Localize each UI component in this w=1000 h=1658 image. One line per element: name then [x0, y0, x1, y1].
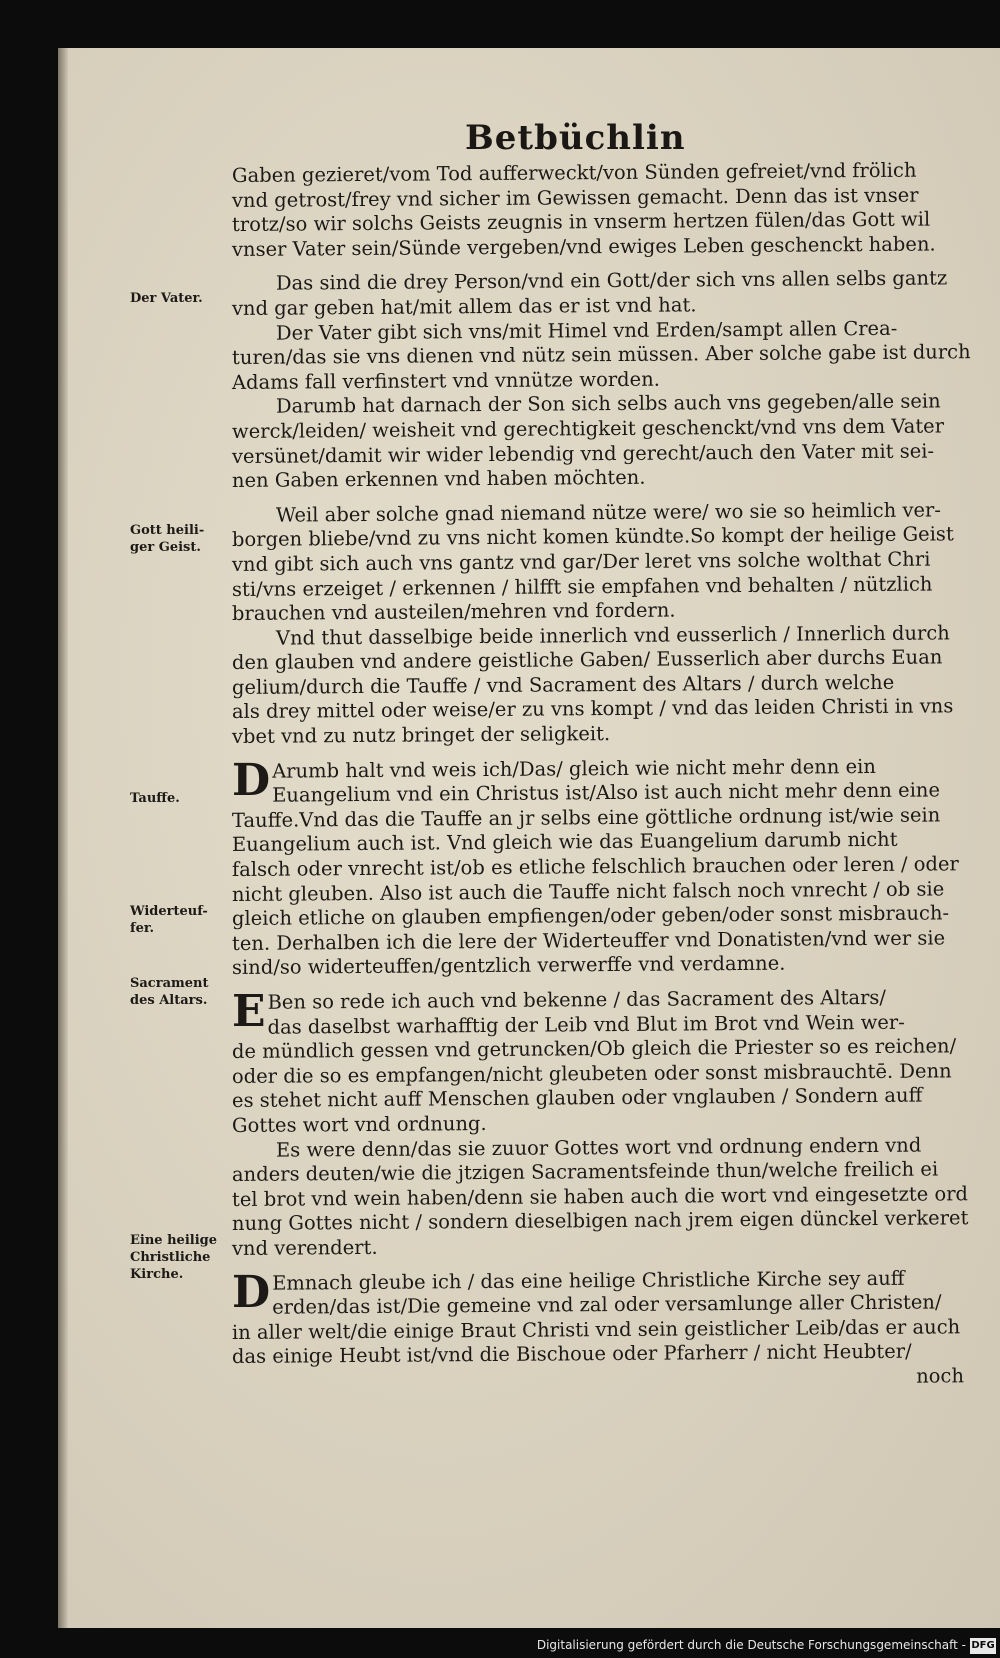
text-line: Das sind die drey Person/vnd ein Gott/der sich vns allen selbs gantz: [275, 266, 948, 296]
funding-credit: Digitalisierung gefördert durch die Deutsche Forschungsgemeinschaft -: [536, 1638, 966, 1652]
text-line: vnser Vater sein/Sünde vergeben/vnd ewiges Leben geschenckt haben.: [231, 232, 936, 261]
text-line: tel brot vnd wein haben/denn sie haben auch die wort vnd eingesetzte ord: [231, 1181, 969, 1211]
text-line: sind/so widerteuffen/gentzlich verwerffe vnd verdamne.: [231, 952, 786, 980]
margin-note-sacrament-2: des Altars.: [130, 993, 208, 1008]
margin-note-tauffe: Tauffe.: [130, 791, 180, 806]
text-line: Darumb hat darnach der Son sich selbs auch vns gegeben/alle sein: [275, 389, 941, 418]
dfg-logo: DFG: [970, 1638, 996, 1654]
margin-note-wider-2: fer.: [130, 921, 155, 936]
text-line: sti/vns erzeiget / erkennen / hilfft sie empfahen vnd behalten / nützlich: [231, 571, 933, 601]
text-line: Adams fall verfinstert vnd vnnütze worden.: [231, 367, 660, 394]
text-line: den glauben vnd andere geistliche Gaben/ Eusserlich aber durchs Euan: [231, 645, 943, 675]
drop-initial: D: [232, 754, 271, 806]
text-line: nen Gaben erkennen vnd haben möchten.: [231, 465, 646, 493]
text-lines-top: [231, 158, 972, 750]
text-line: erden/das ist/Die gemeine vnd zal oder versamlunge aller Christen/: [272, 1290, 942, 1319]
paragraph-eben: [231, 985, 972, 1262]
drop-initial: D: [232, 1266, 271, 1318]
text-line: in aller welt/die einige Braut Christi vnd sein geistlicher Leib/das er auch: [231, 1314, 961, 1344]
margin-note-sacrament-1: Sacrament: [130, 976, 209, 991]
text-line: oder die so es empfangen/nicht gleubeten oder sonst misbrauchtē. Denn: [231, 1059, 952, 1088]
text-line: Gottes wort vnd ordnung.: [231, 1111, 487, 1137]
catchword: noch: [916, 1364, 965, 1388]
margin-note-geist-1: Gott heili-: [130, 523, 205, 538]
paragraph-demnach-lines: [231, 1266, 972, 1370]
margin-note-kirche-3: Kirche.: [130, 1267, 184, 1282]
margin-note-kirche-2: Christliche: [130, 1250, 211, 1265]
text-line: vnd getrost/frey vnd sicher im Gewissen gemacht. Denn das ist vnser: [231, 183, 919, 212]
text-line: turen/das sie vns dienen vnd nütz sein müssen. Aber solche gabe ist durch: [231, 340, 971, 370]
main-text-block: [231, 158, 972, 1395]
text-line: vnd verendert.: [231, 1235, 378, 1260]
text-line: de mündlich gessen vnd getruncken/Ob gleich die Priester so es reichen/: [231, 1034, 957, 1064]
text-line: Gaben gezieret/vom Tod aufferweckt/von Sünden gefreiet/vnd frölich: [231, 158, 917, 187]
page-gutter-shadow: [58, 48, 68, 1628]
text-line: falsch oder vnrecht ist/ob es etliche felschlich brauchen oder leren / oder: [231, 852, 959, 882]
text-line: Der Vater gibt sich vns/mit Himel vnd Erden/sampt allen Crea-: [275, 316, 898, 345]
margin-note-geist-2: ger Geist.: [130, 540, 201, 555]
paragraph-darumb-lines: [231, 754, 972, 981]
text-line: Vnd thut dasselbige beide innerlich vnd eusserlich / Innerlich durch: [275, 621, 950, 650]
text-line: vnd gar geben hat/mit allem das er ist vnd hat.: [231, 293, 697, 320]
margin-note-kirche-1: Eine heilige: [130, 1233, 217, 1248]
paragraph-darumb: [231, 754, 972, 981]
text-line: trotz/so wir solchs Geists zeugnis in vnserm hertzen fülen/das Gott wil: [231, 207, 931, 237]
text-line: nung Gottes nicht / sondern dieselbigen nach jrem eigen dünckel verkeret: [231, 1206, 969, 1236]
margin-note-wider-1: Widerteuf-: [130, 904, 208, 919]
text-line: gleich etliche on glauben empfiengen/oder geben/oder sonst misbrauch-: [231, 901, 950, 931]
paragraph-eben-continuation: [231, 1133, 972, 1262]
text-line: das daselbst warhafftig der Leib vnd Blut im Brot vnd Wein wer-: [267, 1010, 905, 1039]
text-line: Euangelium auch ist. Vnd gleich wie das Euangelium darumb nicht: [231, 828, 898, 857]
text-line: versünet/damit wir wider lebendig vnd gerecht/auch den Vater mit sei-: [231, 439, 935, 468]
text-line: als drey mittel oder weise/er zu vns kompt / vnd das leiden Christi in vns: [231, 694, 954, 724]
margin-note-vater: Der Vater.: [130, 291, 203, 306]
text-line: Euangelium vnd ein Christus ist/Also ist auch nicht mehr denn eine: [272, 778, 941, 807]
text-line: nicht gleuben. Also ist auch die Tauffe nicht falsch noch vnrecht / ob sie: [231, 877, 945, 906]
text-line: es stehet nicht auff Menschen glauben oder vnglauben / Sondern auff: [231, 1083, 923, 1113]
text-line: Ben so rede ich auch vnd bekenne / das Sacrament des Altars/: [267, 985, 887, 1014]
text-line: Emnach gleube ich / das eine heilige Christliche Kirche sey auff: [272, 1266, 905, 1295]
text-line: werck/leiden/ weisheit vnd gerechtigkeit geschenckt/vnd vns dem Vater: [231, 414, 945, 443]
text-line: borgen bliebe/vnd zu vns nicht komen kündte.So kompt der heilige Geist: [231, 522, 954, 552]
paragraph-eben-lines: [231, 985, 972, 1139]
text-line: Es were denn/das sie zuuor Gottes wort vnd ordnung endern vnd: [275, 1133, 922, 1162]
text-line: Tauffe.Vnd das die Tauffe an jr selbs eine göttliche ordnung ist/wie sein: [231, 803, 941, 832]
text-line: das einige Heubt ist/vnd die Bischoue oder Pfarherr / nicht Heubter/: [231, 1339, 912, 1369]
text-line: gelium/durch die Tauffe / vnd Sacrament des Altars / durch welche: [231, 670, 895, 699]
running-header: Betbüchlin: [465, 118, 686, 158]
drop-initial: E: [232, 986, 266, 1037]
text-line: vbet vnd zu nutz bringet der seligkeit.: [231, 722, 611, 749]
text-line: Weil aber solche gnad niemand nütze were/ wo sie so heimlich ver-: [275, 498, 941, 527]
text-line: ten. Derhalben ich die lere der Widerteuffer vnd Donatisten/vnd wer sie: [231, 926, 946, 955]
text-line: anders deuten/wie die jtzigen Sacramentsfeinde thun/welche freilich ei: [231, 1157, 939, 1187]
text-line: Arumb halt vnd weis ich/Das/ gleich wie nicht mehr denn ein: [272, 754, 877, 783]
text-line: brauchen vnd austeilen/mehren vnd fordern.: [231, 598, 676, 626]
text-line: vnd gibt sich auch vns gantz vnd gar/Der leret vns solche wolthat Chri: [231, 547, 931, 576]
paragraph-demnach: [231, 1266, 972, 1370]
